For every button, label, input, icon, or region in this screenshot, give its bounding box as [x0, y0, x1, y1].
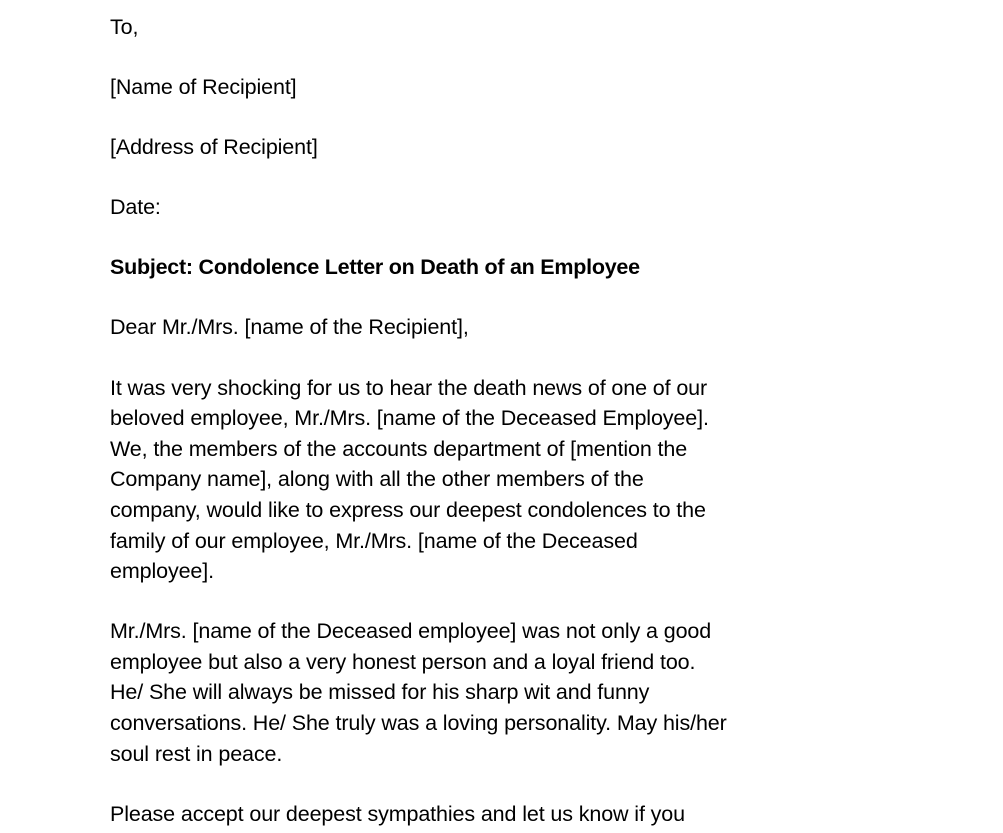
date-line: Date:: [110, 195, 161, 220]
salutation-to-line: To,: [110, 15, 139, 39]
paragraph-line: It was very shocking for us to hear the death news of one of our: [110, 375, 708, 400]
paragraph-line: beloved employee, Mr./Mrs. [name of the Deceased Employee].: [110, 406, 709, 431]
paragraph-line: Company name], along with all the other members of the: [110, 467, 644, 492]
greeting-line: Dear Mr./Mrs. [name of the Recipient],: [110, 315, 469, 340]
paragraph-line: Mr./Mrs. [name of the Deceased employee] was not only a good: [110, 619, 712, 644]
body-paragraph-one: [110, 373, 892, 587]
recipient-name-line: [Name of Recipient]: [110, 75, 297, 100]
recipient-address-line: [Address of Recipient]: [110, 135, 318, 160]
paragraph-line: conversations. He/ She truly was a loving personality. May his/her: [110, 711, 727, 735]
paragraph-line: soul rest in peace.: [110, 741, 283, 766]
paragraph-line: Please accept our deepest sympathies and let us know if you: [110, 801, 685, 826]
body-paragraph-two: [110, 616, 892, 769]
letter-body: [110, 12, 892, 829]
paragraph-line: employee].: [110, 559, 214, 584]
paragraph-line: He/ She will always be missed for his sharp wit and funny: [110, 680, 650, 705]
paragraph-line: company, would like to express our deepest condolences to the: [110, 497, 706, 522]
subject-line: Subject: Condolence Letter on Death of an Employee: [110, 255, 640, 280]
body-paragraph-three: [110, 799, 892, 830]
paragraph-line: employee but also a very honest person and a loyal friend too.: [110, 649, 696, 674]
paragraph-line: family of our employee, Mr./Mrs. [name of the Deceased: [110, 528, 638, 553]
paragraph-line: We, the members of the accounts department of [mention the: [110, 436, 688, 461]
